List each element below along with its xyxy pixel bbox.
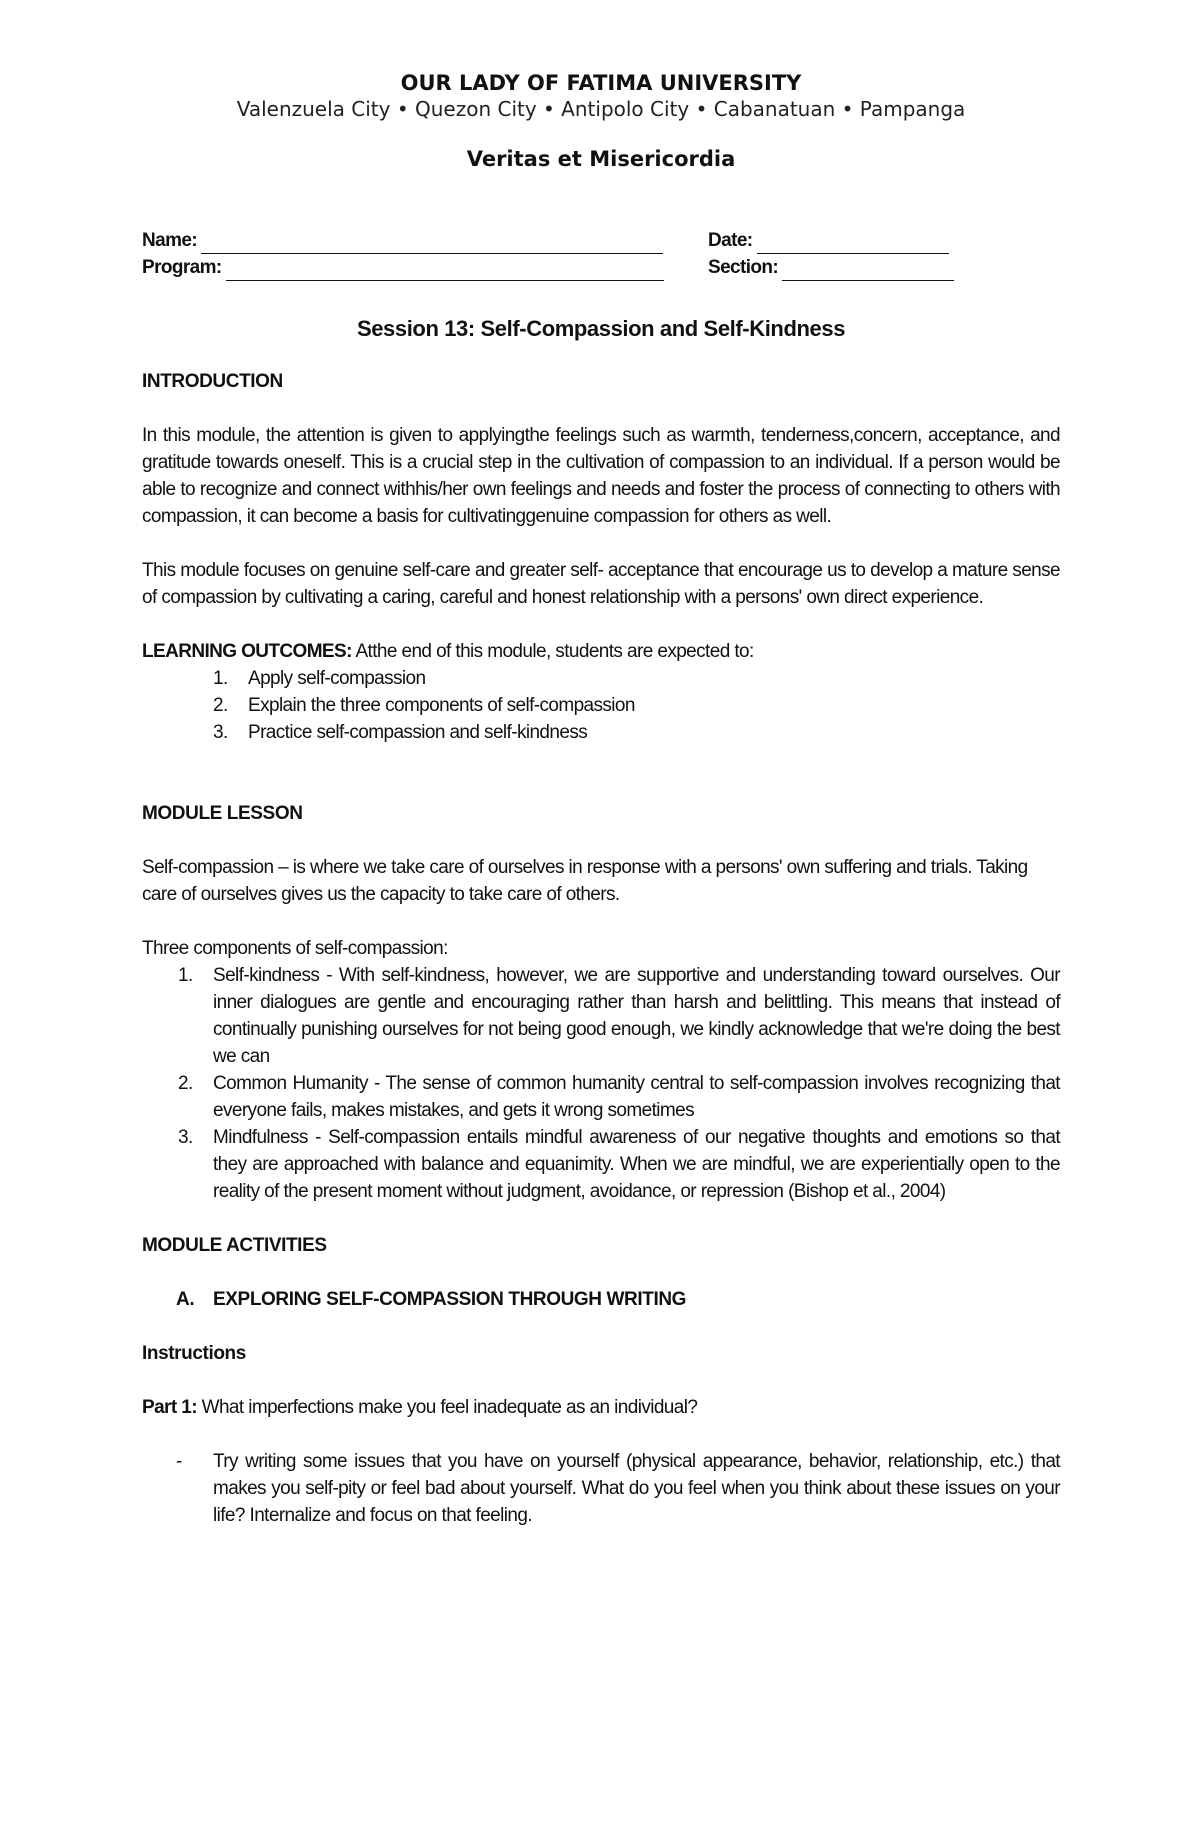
introduction-paragraph-2: This module focuses on genuine self-care and greater self- acceptance that encourage us to develop a mature sense of compassion by cultivating a caring, careful and honest relationship with a persons' own direct experience. — [142, 560, 1060, 608]
components-intro: Three components of self-compassion: — [142, 938, 448, 959]
part-1-task-text: Try writing some issues that you have on yourself (physical appearance, behavior, relationship, etc.) that makes you self-pity or feel bad about yourself. What do you feel when you think about these issues on your life? Internalize and focus on that feeling. — [213, 1451, 1060, 1526]
list-item-text: Self-kindness - With self-kindness, however, we are supportive and understanding toward ourselves. Our inner dialogues are gentle and encouraging rather than harsh and belittling. This means that instead of continually punishing ourselves for not being good enough, we kindly acknowledge that we're doing the best we can — [213, 965, 1060, 1067]
part-1-question-line — [142, 1394, 1060, 1421]
list-number: 3. — [178, 1127, 193, 1148]
list-item — [142, 1124, 1060, 1205]
list-item — [142, 665, 1060, 692]
part-1-question: What imperfections make you feel inadequate as an individual? — [196, 1397, 698, 1418]
learning-outcomes-line — [142, 638, 1060, 665]
learning-outcomes-label: LEARNING OUTCOMES: — [142, 641, 352, 662]
list-item — [142, 1070, 1060, 1124]
university-motto: Veritas et Misericordia — [466, 147, 736, 171]
list-item — [142, 692, 1060, 719]
list-item — [142, 962, 1060, 1070]
section-label: Section: — [708, 257, 779, 278]
date-label: Date: — [708, 230, 753, 251]
date-field[interactable] — [708, 227, 949, 254]
name-field[interactable] — [142, 227, 663, 254]
program-field[interactable] — [142, 254, 664, 281]
field-row-2 — [142, 254, 1060, 281]
activity-title: EXPLORING SELF-COMPASSION THROUGH WRITING — [213, 1289, 687, 1310]
components-list — [142, 962, 1060, 1205]
name-label: Name: — [142, 230, 198, 251]
learning-outcomes-intro: Atthe end of this module, students are expected to: — [351, 641, 754, 662]
self-compassion-definition: Self-compassion – is where we take care of ourselves in response with a persons' own suffering and trials. Taking care of ourselves gives us the capacity to take care of others. — [142, 857, 1028, 905]
list-item-text: Mindfulness - Self-compassion entails mindful awareness of our negative thoughts and emotions so that they are approached with balance and equanimity. When we are mindful, we are experientially open to the reality of the present moment without judgment, avoidance, or repression (Bishop et al., 2004) — [213, 1127, 1060, 1202]
introduction-paragraph-1: In this module, the attention is given to applyingthe feelings such as warmth, tenderness,concern, acceptance, and gratitude towards oneself. This is a crucial step in the cultivation of compassion to an individual. If a person would be able to recognize and connect withhis/her own feelings and needs and foster the process of connecting to others with compassion, it can become a basis for cultivatinggenuine compassion for others as well. — [142, 425, 1060, 527]
list-number: 2. — [213, 695, 228, 716]
activity-letter: A. — [176, 1289, 195, 1310]
list-number: 2. — [178, 1073, 193, 1094]
list-item-text: Explain the three components of self-compassion — [248, 695, 635, 716]
list-number: 3. — [213, 722, 228, 743]
program-blank-line[interactable] — [226, 260, 664, 281]
learning-outcomes-list — [142, 665, 1060, 746]
list-item-text: Practice self-compassion and self-kindness — [248, 722, 588, 743]
campus-list: Valenzuela City • Quezon City • Antipolo City • Cabanatuan • Pampanga — [236, 97, 966, 121]
list-number: 1. — [178, 965, 193, 986]
letterhead — [142, 70, 1060, 173]
introduction-heading: INTRODUCTION — [142, 371, 283, 392]
list-number: 1. — [213, 668, 228, 689]
module-activities-heading: MODULE ACTIVITIES — [142, 1235, 327, 1256]
program-label: Program: — [142, 257, 222, 278]
field-row-1 — [142, 227, 1060, 254]
university-name: OUR LADY OF FATIMA UNIVERSITY — [400, 71, 802, 95]
part-1-label: Part 1: — [142, 1397, 197, 1418]
date-blank-line[interactable] — [757, 233, 949, 254]
student-info-fields — [142, 227, 1060, 281]
section-field[interactable] — [708, 254, 954, 281]
section-blank-line[interactable] — [782, 260, 954, 281]
session-title: Session 13: Self-Compassion and Self-Kindness — [356, 316, 846, 341]
dash-bullet: - — [176, 1451, 182, 1472]
activity-a-heading — [142, 1286, 1060, 1313]
name-blank-line[interactable] — [201, 233, 663, 254]
list-item-text: Apply self-compassion — [248, 668, 426, 689]
list-item — [142, 719, 1060, 746]
instructions-heading: Instructions — [142, 1343, 246, 1364]
part-1-task — [142, 1448, 1060, 1529]
document-content — [142, 70, 1060, 1529]
module-lesson-heading: MODULE LESSON — [142, 803, 303, 824]
list-item-text: Common Humanity - The sense of common humanity central to self-compassion involves recognizing that everyone fails, makes mistakes, and gets it wrong sometimes — [213, 1073, 1060, 1121]
